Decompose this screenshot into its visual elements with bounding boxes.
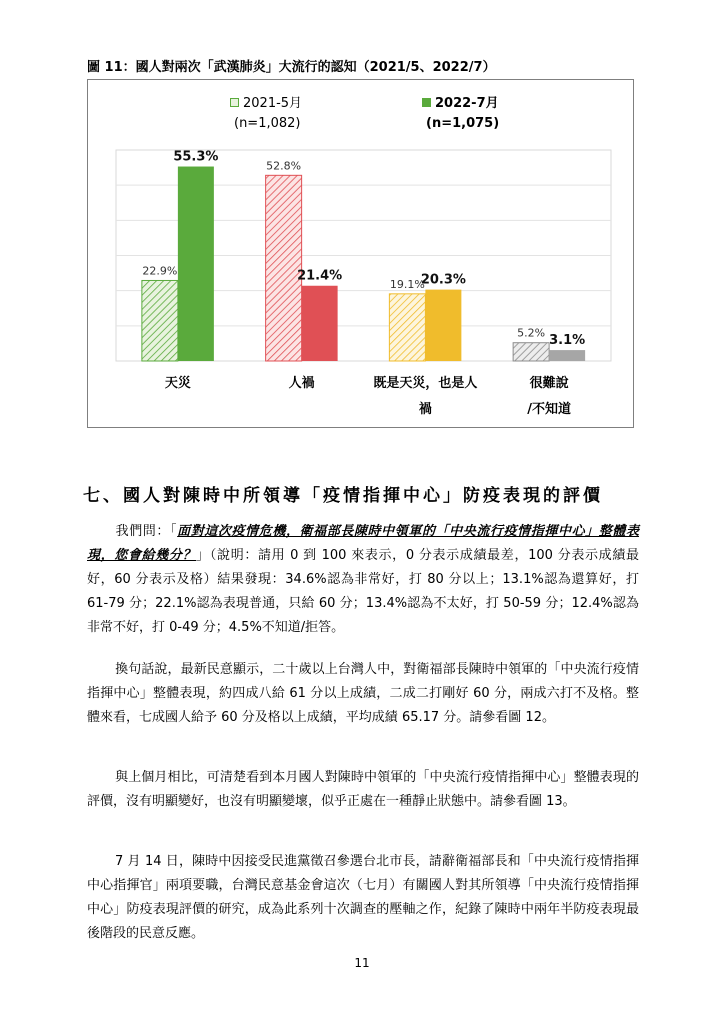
figure-caption: 圖 11：國人對兩次「武漢肺炎」大流行的認知（2021/5、2022/7） (87, 60, 496, 75)
category-label-4: 很難說 (529, 376, 569, 391)
data-label-2021-4: 5.2% (517, 326, 546, 340)
bar-2022-4 (549, 350, 585, 361)
category-label-4-line2: /不知道 (527, 402, 571, 417)
paragraph-1 (87, 520, 639, 640)
bar-2021-3 (389, 294, 425, 361)
data-label-2021-2: 52.8% (266, 159, 302, 173)
paragraph-4-text: 7 月 14 日，陳時中因接受民進黨徵召參選台北市長，請辭衛福部長和「中央流行疫情指揮中心指揮官」兩項要職，台灣民意基金會這次（七月）有關國人對其所領導「中央流行疫情指揮中心」防疫表現評價的研究，成為此系列十次調查的壓軸之作，紀錄了陳時中兩年半防疫表現最後階段的民意反應。 (87, 854, 639, 941)
bar-chart (88, 80, 635, 429)
legend-2022-n: (n=1,075) (426, 116, 500, 131)
legend-2021-n: (n=1,082) (234, 116, 301, 131)
paragraph-1-body: 」（說明：請用 0 到 100 來表示，0 分表示成績最差，100 分表示成績最好，60 分表示及格）結果發現：34.6%認為非常好，打 80 分以上；13.1%認為還算好，打 61-79 分；22.1%認為表現普通，只給 60 分；13.4%認為不太好，打 50-59 分；12.4%認為非常不好，打 0-49 分；4.5%不知道/拒答。 (87, 548, 639, 635)
bar-2022-2 (302, 286, 338, 361)
bar-2022-1 (178, 167, 214, 361)
paragraph-4 (87, 850, 639, 946)
paragraph-3-text: 與上個月相比，可清楚看到本月國人對陳時中領軍的「中央流行疫情指揮中心」整體表現的評價，沒有明顯變好，也沒有明顯變壞，似乎正處在一種靜止狀態中。請參看圖 13。 (87, 770, 639, 809)
paragraph-2-text: 換句話說，最新民意顯示，二十歲以上台灣人中，對衛福部長陳時中領軍的「中央流行疫情指揮中心」整體表現，約四成八給 61 分以上成績，二成二打剛好 60 分，兩成六打不及格。整體來看，七成國人給予 60 分及格以上成績，平均成績 65.17 分。請參看圖 12。 (87, 662, 639, 725)
page-number: 11 (354, 956, 370, 970)
category-label-3: 既是天災，也是人 (373, 376, 478, 391)
chart-container (87, 79, 634, 428)
data-label-2022-3: 20.3% (420, 272, 466, 288)
category-label-3-line2: 禍 (418, 402, 432, 417)
bar-2021-1 (142, 280, 178, 361)
paragraph-2 (87, 658, 639, 730)
paragraph-1-lead: 我們問：「 (115, 524, 178, 539)
legend-2021-label: 2021-5月 (243, 96, 303, 111)
bar-2021-4 (513, 343, 549, 361)
survey-question: 面對這次疫情危機，衛福部長陳時中領軍的「中央流行疫情指揮中心」整體表現，您會給幾分？ (87, 524, 639, 563)
category-label-1: 天災 (164, 376, 191, 391)
data-label-2022-4: 3.1% (549, 333, 586, 349)
paragraph-3 (87, 766, 639, 814)
section-title: 七、國人對陳時中所領導「疫情指揮中心」防疫表現的評價 (83, 486, 603, 506)
category-label-2: 人禍 (288, 376, 315, 391)
data-label-2022-1: 55.3% (173, 149, 219, 165)
data-label-2021-1: 22.9% (142, 264, 178, 278)
legend-2022-label: 2022-7月 (435, 96, 499, 111)
data-label-2022-2: 21.4% (297, 268, 343, 284)
bar-2022-3 (425, 290, 461, 361)
data-label-2021-3: 19.1% (389, 277, 425, 291)
